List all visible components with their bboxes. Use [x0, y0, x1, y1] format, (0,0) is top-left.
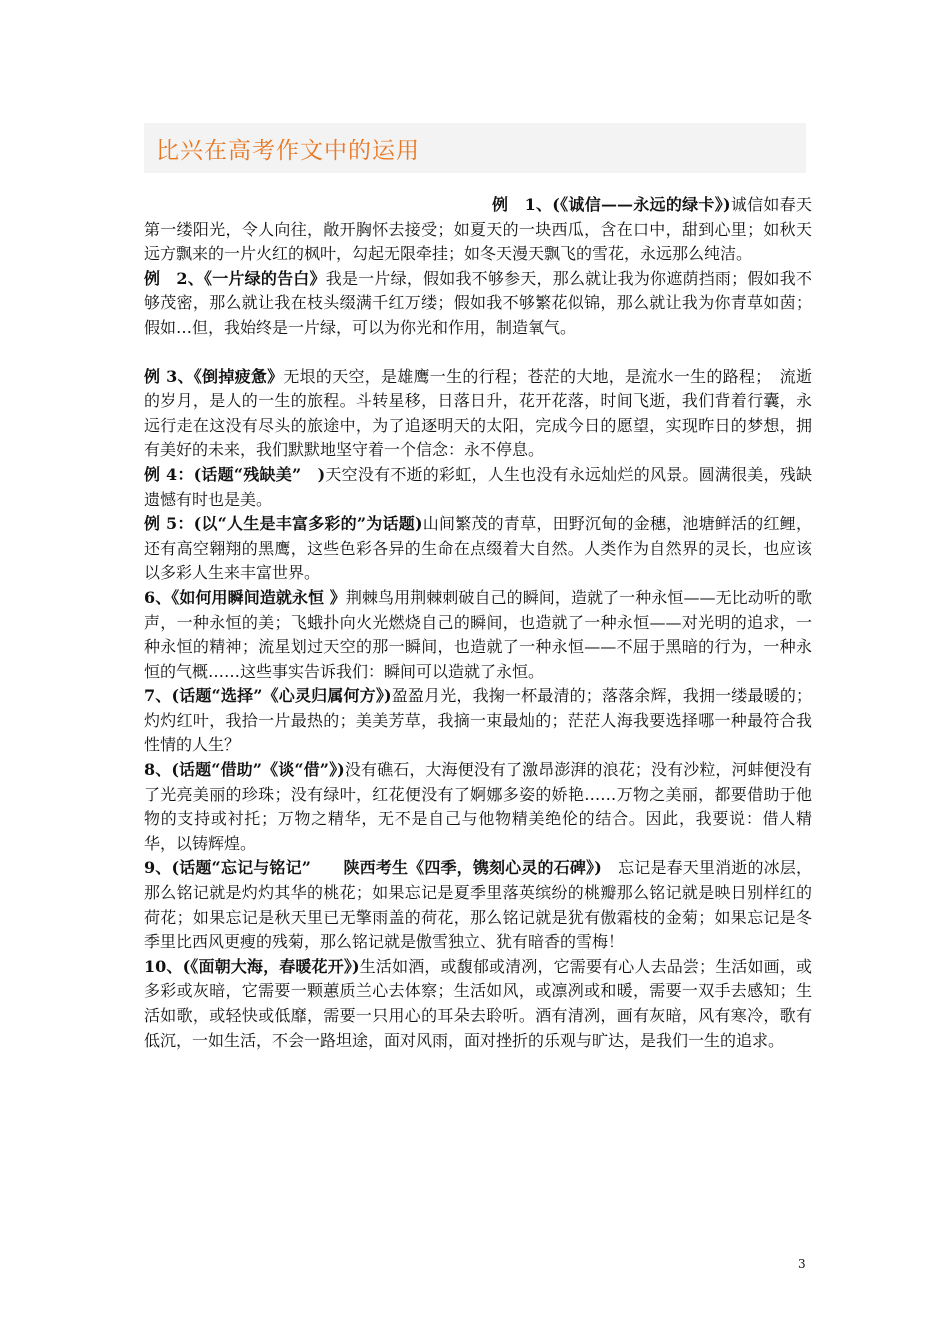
example-label: 例 4：(话题“残缺美” ) — [144, 464, 326, 484]
page-title: 比兴在高考作文中的运用 — [156, 138, 420, 164]
example-text: 无垠的天空，是雄鹰一生的行程；苍茫的大地，是流水一生的路程； 流逝的岁月，是人的一生的旅程。斗转星移，日落日升，花开花落，时间飞逝，我们背着行囊，永远行走在这没有尽头的旅途中，为了追逐明天的太阳，完成今日的愿望，实现昨日的梦想，拥有美好的未来，我们默默地坚守着一个信念：永不停息。 — [144, 366, 812, 460]
example-paragraph-6 — [144, 586, 812, 684]
example-text: 诚信如春天第一缕阳光，令人向往，敞开胸怀去接受；如夏天的一块西瓜，含在口中，甜到心里；如秋天远方飘来的一片火红的枫叶，勾起无限牵挂；如冬天漫天飘飞的雪花，永远那么纯洁。 — [144, 195, 812, 264]
example-paragraph-1 — [144, 193, 812, 267]
example-label: 例 1、(《诚信——永远的绿卡》) — [492, 195, 731, 214]
example-label: 7、(话题“选择”《心灵归属何方》) — [144, 686, 392, 706]
example-label: 例 2、《一片绿的告白》 — [144, 268, 326, 288]
example-label: 9、(话题“忘记与铭记” 陕西考生《四季，镌刻心灵的石碑》) — [144, 858, 602, 878]
example-text: 忘记是春天里消逝的冰层，那么铭记就是灼灼其华的桃花；如果忘记是夏季里落英缤纷的桃瓣那么铭记就是映日别样红的荷花；如果忘记是秋天里已无擎雨盖的荷花，那么铭记就是犹有傲霜枝的金菊；如果忘记是冬季里比西风更瘦的残菊，那么铭记就是傲雪独立、犹有暗香的雪梅！ — [144, 858, 812, 952]
example-paragraph-5 — [144, 512, 812, 586]
example-text: 荆棘鸟用荆棘刺破自己的瞬间，造就了一种永恒——无比动听的歌声，一种永恒的美；飞蛾扑向火光燃烧自己的瞬间，也造就了一种永恒——对光明的追求，一种永恒的精神；流星划过天空的那一瞬间，也造就了一种永恒——不屈于黑暗的行为，一种永恒的气概……这些事实告诉我们：瞬间可以造就了永恒。 — [144, 587, 812, 681]
example-label: 例 5：(以“人生是丰富多彩的”为话题) — [144, 514, 423, 534]
example-text: 山间繁茂的青草，田野沉甸的金穗，池塘鲜活的红鲤，还有高空翱翔的黑鹰，这些色彩各异的生命在点缀着大自然。人类作为自然界的灵长，也应该以多彩人生来丰富世界。 — [144, 514, 812, 583]
example-text: 盈盈月光，我掬一杯最清的；落落余辉，我拥一缕最暖的；灼灼红叶，我拾一片最热的；美美芳草，我摘一束最灿的；茫茫人海我要选择哪一种最符合我性情的人生？ — [144, 686, 812, 755]
page-number: 3 — [798, 1257, 806, 1271]
example-paragraph-3 — [144, 365, 812, 463]
example-text: 天空没有不逝的彩虹，人生也没有永远灿烂的风景。圆满很美，残缺遗憾有时也是美。 — [144, 464, 812, 509]
example-text: 我是一片绿，假如我不够参天，那么就让我为你遮荫挡雨；假如我不够茂密，那么就让我在枝头缀满千红万缕；假如我不够繁花似锦，那么就让我为你青草如茵；假如…但，我始终是一片绿，可以为你光和作用，制造氧气。 — [144, 268, 812, 337]
example-paragraph-2 — [144, 267, 812, 341]
example-paragraph-7 — [144, 684, 812, 758]
body-text — [144, 193, 812, 1053]
example-label: 8、(话题“借助”《谈“借”》) — [144, 760, 345, 780]
example-label: 10、(《面朝大海，春暖花开》) — [144, 956, 360, 976]
example-paragraph-4 — [144, 463, 812, 512]
example-text: 生活如酒，或馥郁或清冽，它需要有心人去品尝；生活如画，或多彩或灰暗，它需要一颗蕙质兰心去体察；生活如风，或凛冽或和暖，需要一双手去感知；生活如歌，或轻快或低靡，需要一只用心的耳朵去聆听。酒有清冽，画有灰暗，风有寒冷，歌有低沉，一如生活，不会一路坦途，面对风雨，面对挫折的乐观与旷达，是我们一生的追求。 — [144, 956, 812, 1050]
example-text: 没有礁石，大海便没有了激昂澎湃的浪花；没有沙粒，河蚌便没有了光亮美丽的珍珠；没有绿叶，红花便没有了婀娜多姿的娇艳……万物之美丽，都要借助于他物的支持或衬托；万物之精华，无不是自己与他物精美绝伦的结合。因此，我要说：借人精华，以铸辉煌。 — [144, 760, 812, 853]
example-label: 例 3、《倒掉疲惫》 — [144, 366, 284, 386]
example-label: 6、《如何用瞬间造就永恒 》 — [144, 587, 346, 607]
example-paragraph-10 — [144, 955, 812, 1053]
example-paragraph-8 — [144, 758, 812, 856]
example-paragraph-9 — [144, 856, 812, 954]
